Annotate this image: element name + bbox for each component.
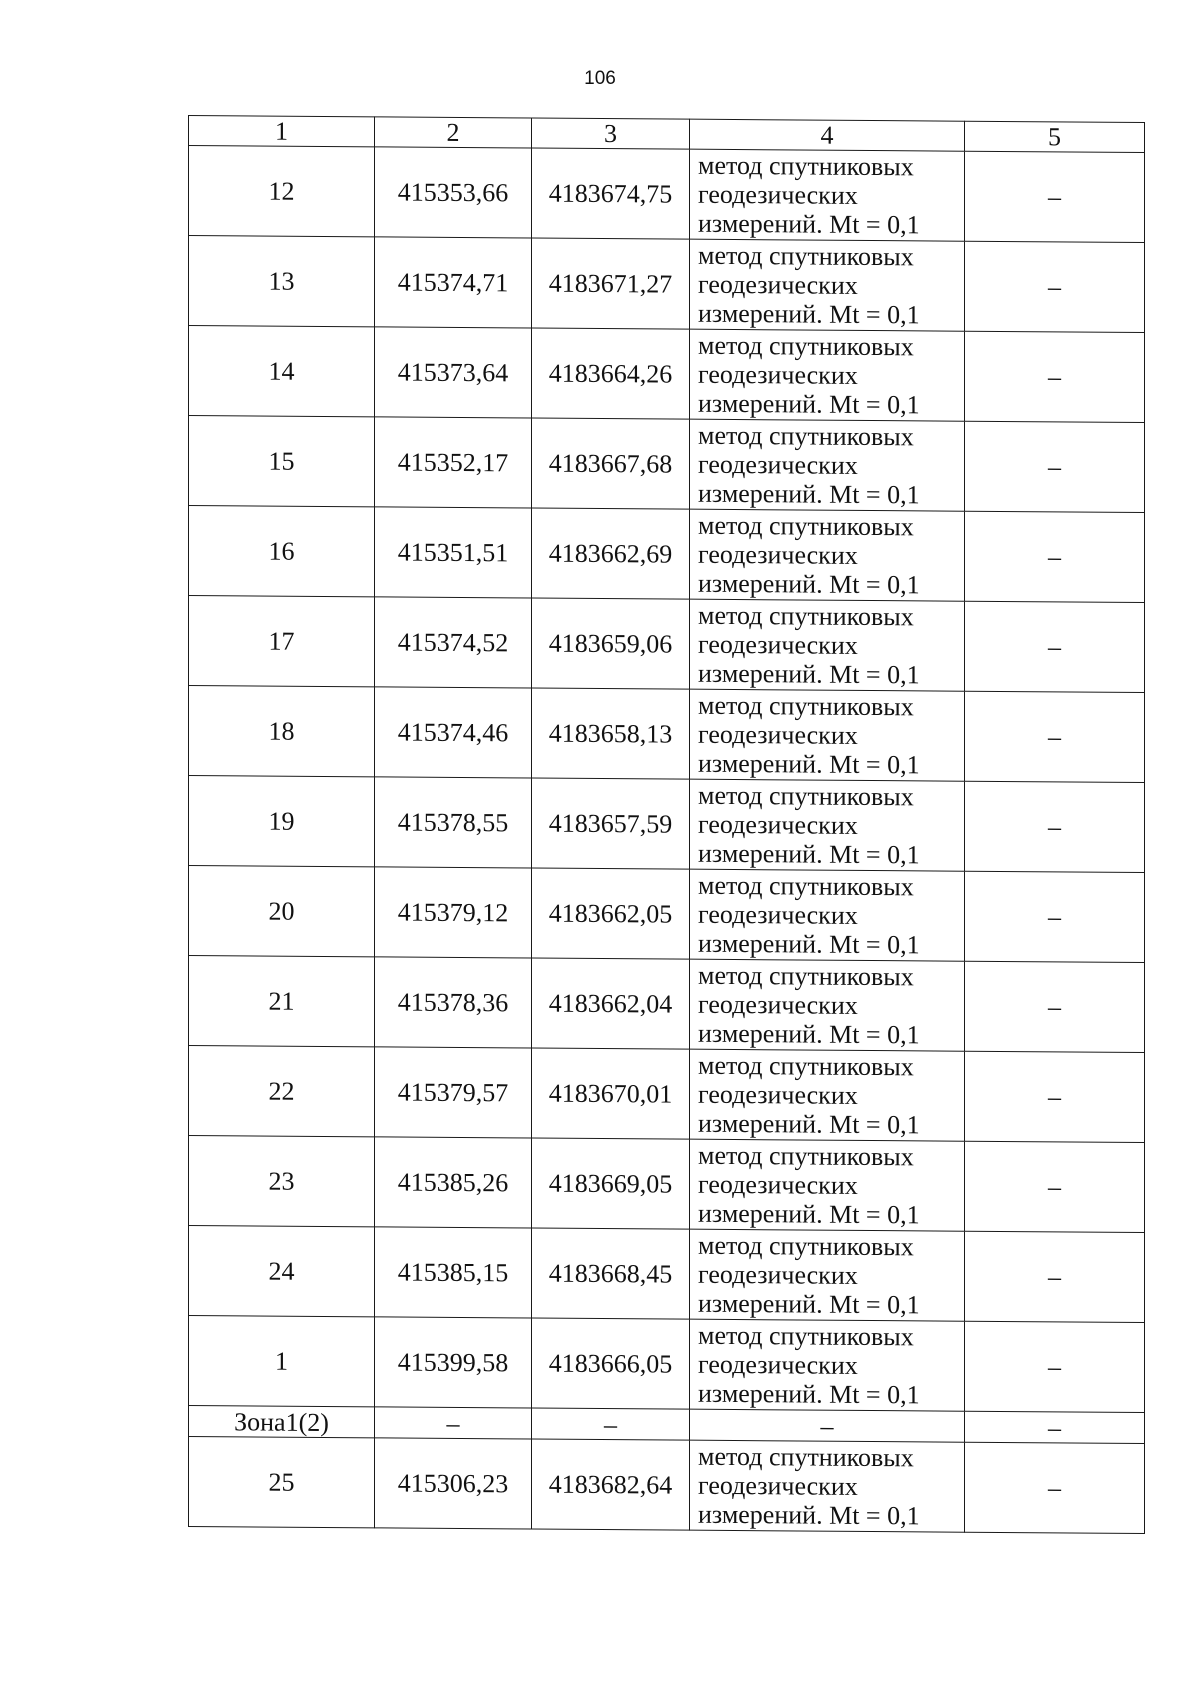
method-line: геодезических <box>698 359 858 390</box>
method-cell <box>690 959 965 1051</box>
table-row <box>189 416 1145 513</box>
note-cell: – <box>965 871 1145 962</box>
method-line: измерений. Mt = 0,1 <box>698 1198 920 1230</box>
method-line: метод спутниковых <box>698 420 914 452</box>
point-number-cell: 23 <box>189 1136 375 1227</box>
table-row <box>189 326 1145 423</box>
x-coordinate-cell: 415374,71 <box>375 237 532 328</box>
note-cell: – <box>965 511 1145 602</box>
y-coordinate-cell: 4183674,75 <box>532 148 690 239</box>
note-cell: – <box>965 781 1145 872</box>
method-cell <box>690 779 965 871</box>
method-line: геодезических <box>698 629 858 660</box>
x-coordinate-cell: 415385,26 <box>375 1137 532 1228</box>
zone-dash-cell: – <box>690 1409 965 1442</box>
method-line: геодезических <box>698 719 858 750</box>
method-line: метод спутниковых <box>698 960 914 992</box>
method-cell <box>690 1139 965 1231</box>
method-line: измерений. Mt = 0,1 <box>698 208 920 240</box>
zone-dash-cell: – <box>375 1407 532 1439</box>
method-line: геодезических <box>698 449 858 480</box>
table-row <box>189 1046 1145 1143</box>
method-cell <box>690 1049 965 1141</box>
note-cell: – <box>965 961 1145 1052</box>
y-coordinate-cell: 4183668,45 <box>532 1228 690 1319</box>
method-cell <box>690 149 965 241</box>
note-cell: – <box>965 241 1145 332</box>
point-number-cell: 14 <box>189 326 375 417</box>
method-line: метод спутниковых <box>698 1050 914 1082</box>
table-row <box>189 146 1145 243</box>
method-line: метод спутниковых <box>698 600 914 632</box>
y-coordinate-cell: 4183667,68 <box>532 418 690 509</box>
table-row <box>189 506 1145 603</box>
method-line: геодезических <box>698 899 858 930</box>
y-coordinate-cell: 4183669,05 <box>532 1138 690 1229</box>
y-coordinate-cell: 4183682,64 <box>532 1439 690 1530</box>
y-coordinate-cell: 4183666,05 <box>532 1318 690 1409</box>
method-line: геодезических <box>698 1349 858 1380</box>
note-cell: – <box>965 1321 1145 1412</box>
x-coordinate-cell: 415351,51 <box>375 507 532 598</box>
table-row <box>189 1437 1145 1534</box>
method-line: метод спутниковых <box>698 1441 914 1473</box>
method-line: измерений. Mt = 0,1 <box>698 1018 920 1050</box>
table-row <box>189 1316 1145 1413</box>
x-coordinate-cell: 415374,52 <box>375 597 532 688</box>
method-line: метод спутниковых <box>698 1140 914 1172</box>
x-coordinate-cell: 415374,46 <box>375 687 532 778</box>
table-row <box>189 776 1145 873</box>
y-coordinate-cell: 4183671,27 <box>532 238 690 329</box>
x-coordinate-cell: 415379,57 <box>375 1047 532 1138</box>
header-cell-2: 2 <box>375 117 532 148</box>
table-row <box>189 1226 1145 1323</box>
method-line: геодезических <box>698 539 858 570</box>
method-cell <box>690 1319 965 1411</box>
method-line: метод спутниковых <box>698 240 914 272</box>
note-cell: – <box>965 1141 1145 1232</box>
method-line: измерений. Mt = 0,1 <box>698 388 920 420</box>
method-line: измерений. Mt = 0,1 <box>698 1288 920 1320</box>
table-row <box>189 956 1145 1053</box>
y-coordinate-cell: 4183662,05 <box>532 868 690 959</box>
point-number-cell: 16 <box>189 506 375 597</box>
table-row <box>189 596 1145 693</box>
note-cell: – <box>965 331 1145 422</box>
method-line: измерений. Mt = 0,1 <box>698 928 920 960</box>
note-cell: – <box>965 1442 1145 1533</box>
zone-dash-cell: – <box>965 1411 1145 1443</box>
y-coordinate-cell: 4183658,13 <box>532 688 690 779</box>
y-coordinate-cell: 4183659,06 <box>532 598 690 689</box>
method-line: метод спутниковых <box>698 870 914 902</box>
point-number-cell: 19 <box>189 776 375 867</box>
x-coordinate-cell: 415385,15 <box>375 1227 532 1318</box>
method-line: измерений. Mt = 0,1 <box>698 1499 920 1531</box>
note-cell: – <box>965 691 1145 782</box>
method-line: измерений. Mt = 0,1 <box>698 1108 920 1140</box>
method-line: измерений. Mt = 0,1 <box>698 568 920 600</box>
method-line: геодезических <box>698 809 858 840</box>
method-line: геодезических <box>698 1259 858 1290</box>
method-cell <box>690 599 965 691</box>
point-number-cell: 12 <box>189 146 375 237</box>
method-line: метод спутниковых <box>698 780 914 812</box>
method-line: метод спутниковых <box>698 150 914 182</box>
x-coordinate-cell: 415379,12 <box>375 867 532 958</box>
header-cell-5: 5 <box>965 121 1145 152</box>
point-number-cell: 17 <box>189 596 375 687</box>
method-line: геодезических <box>698 269 858 300</box>
y-coordinate-cell: 4183664,26 <box>532 328 690 419</box>
header-cell-4: 4 <box>690 119 965 151</box>
method-line: геодезических <box>698 989 858 1020</box>
point-number-cell: 1 <box>189 1316 375 1407</box>
point-number-cell: 25 <box>189 1437 375 1528</box>
zone-label-cell: Зона1(2) <box>189 1406 375 1438</box>
method-cell <box>690 1229 965 1321</box>
table-row <box>189 686 1145 783</box>
note-cell: – <box>965 1051 1145 1142</box>
table-body <box>189 116 1145 1534</box>
x-coordinate-cell: 415378,36 <box>375 957 532 1048</box>
method-line: метод спутниковых <box>698 510 914 542</box>
table-row <box>189 1136 1145 1233</box>
method-line: метод спутниковых <box>698 1320 914 1352</box>
y-coordinate-cell: 4183657,59 <box>532 778 690 869</box>
note-cell: – <box>965 601 1145 692</box>
header-cell-1: 1 <box>189 116 375 147</box>
method-cell <box>690 1440 965 1532</box>
y-coordinate-cell: 4183670,01 <box>532 1048 690 1139</box>
x-coordinate-cell: 415352,17 <box>375 417 532 508</box>
table-row <box>189 866 1145 963</box>
table-row <box>189 236 1145 333</box>
point-number-cell: 21 <box>189 956 375 1047</box>
method-line: геодезических <box>698 1079 858 1110</box>
note-cell: – <box>965 421 1145 512</box>
y-coordinate-cell: 4183662,04 <box>532 958 690 1049</box>
method-line: измерений. Mt = 0,1 <box>698 478 920 510</box>
zone-dash-cell: – <box>532 1408 690 1440</box>
method-line: метод спутниковых <box>698 690 914 722</box>
point-number-cell: 18 <box>189 686 375 777</box>
method-cell <box>690 869 965 961</box>
method-cell <box>690 419 965 511</box>
y-coordinate-cell: 4183662,69 <box>532 508 690 599</box>
point-number-cell: 15 <box>189 416 375 507</box>
method-line: измерений. Mt = 0,1 <box>698 658 920 690</box>
page-number: 106 <box>584 68 616 89</box>
method-cell <box>690 509 965 601</box>
note-cell: – <box>965 151 1145 242</box>
method-line: геодезических <box>698 1470 858 1501</box>
method-line: измерений. Mt = 0,1 <box>698 298 920 330</box>
coordinates-table <box>188 115 1145 1534</box>
method-line: измерений. Mt = 0,1 <box>698 1378 920 1410</box>
point-number-cell: 13 <box>189 236 375 327</box>
x-coordinate-cell: 415399,58 <box>375 1317 532 1408</box>
method-line: метод спутниковых <box>698 1230 914 1262</box>
method-cell <box>690 329 965 421</box>
method-cell <box>690 239 965 331</box>
x-coordinate-cell: 415373,64 <box>375 327 532 418</box>
method-line: измерений. Mt = 0,1 <box>698 748 920 780</box>
method-line: геодезических <box>698 1169 858 1200</box>
note-cell: – <box>965 1231 1145 1322</box>
method-line: метод спутниковых <box>698 330 914 362</box>
x-coordinate-cell: 415306,23 <box>375 1438 532 1529</box>
point-number-cell: 22 <box>189 1046 375 1137</box>
x-coordinate-cell: 415353,66 <box>375 147 532 238</box>
method-line: геодезических <box>698 179 858 210</box>
method-line: измерений. Mt = 0,1 <box>698 838 920 870</box>
header-cell-3: 3 <box>532 118 690 149</box>
x-coordinate-cell: 415378,55 <box>375 777 532 868</box>
point-number-cell: 24 <box>189 1226 375 1317</box>
method-cell <box>690 689 965 781</box>
point-number-cell: 20 <box>189 866 375 957</box>
